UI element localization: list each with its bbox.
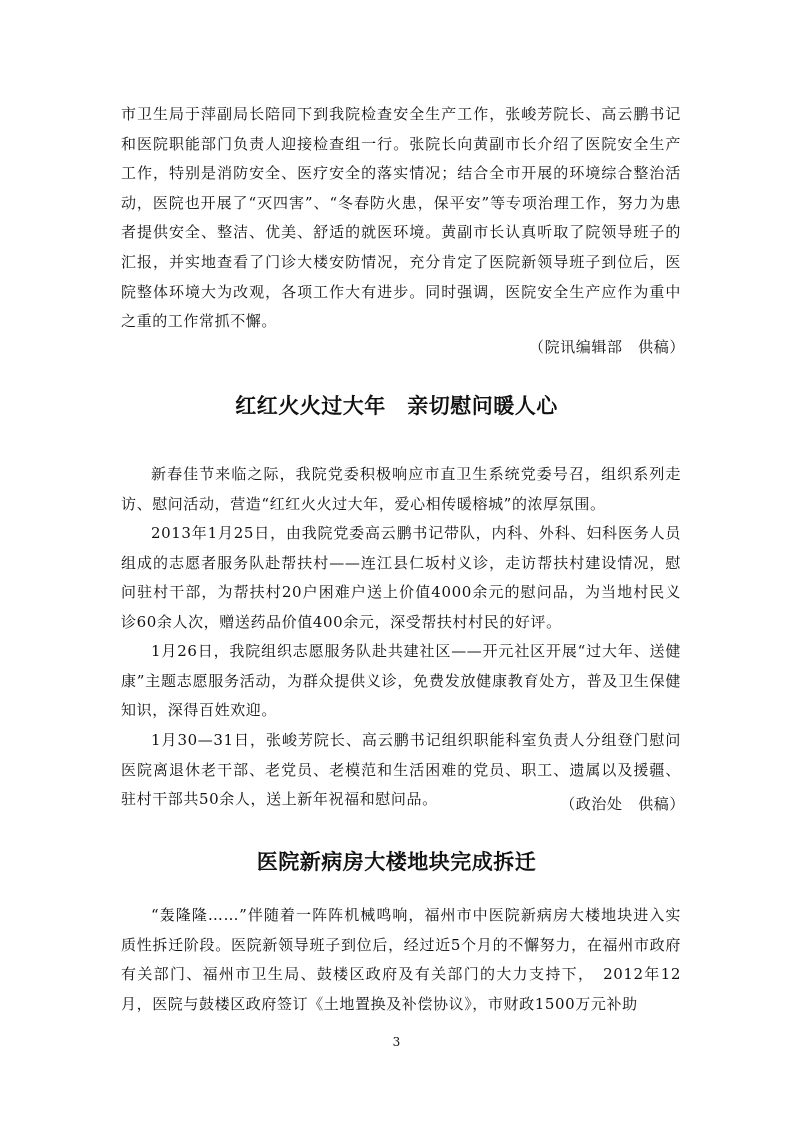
continued-article-source: （院讯编辑部 供稿）	[528, 338, 685, 356]
visit-article-title: 红红火火过大年 亲切慰问暖人心	[235, 394, 558, 418]
demolition-paragraph-1: “轰隆隆……”伴随着一阵阵机械鸣响，福州市中医院新病房大楼地块进入实质性拆迁阶段。医院新领导班子到位后，经过近5个月的不懈努力，在福州市政府有关部门、福州市卫生局、鼓楼区政府及有关部门的大力支持下， 2012年12月，医院与鼓楼区政府签订《土地置换及补偿协议》，市财政1500万元补助	[121, 906, 681, 1013]
visit-paragraph-2: 2013年1月25日，由我院党委高云鹏书记带队，内科、外科、妇科医务人员组成的志愿者服务队赴帮扶村——连江县仁坂村义诊，走访帮扶村建设情况，慰问驻村干部，为帮扶村20户困难户送上价值4000余元的慰问品，为当地村民义诊60余人次，赠送药品价值400余元，深受帮扶村村民的好评。	[121, 524, 681, 631]
visit-paragraph-3: 1月26日，我院组织志愿服务队赴共建社区——开元社区开展“过大年、送健康”主题志愿服务活动，为群众提供义诊，免费发放健康教育处方，普及卫生保健知识，深得百姓欢迎。	[121, 642, 681, 720]
continued-article-body: 市卫生局于萍副局长陪同下到我院检查安全生产工作，张峻芳院长、高云鹏书记和医院职能部门负责人迎接检查组一行。张院长向黄副市长介绍了医院安全生产工作，特别是消防安全、医疗安全的落实情况；结合全市开展的环境综合整治活动，医院也开展了“灭四害”、“冬春防火患，保平安”等专项治理工作，努力为患者提供安全、整洁、优美、舒适的就医环境。黄副市长认真听取了院领导班子的汇报，并实地查看了门诊大楼安防情况，充分肯定了医院新领导班子到位后，医院整体环境大为改观，各项工作大有进步。同时强调，医院安全生产应作为重中之重的工作常抓不懈。	[121, 105, 681, 331]
page-number: 3	[392, 1035, 401, 1049]
visit-paragraph-1: 新春佳节来临之际，我院党委积极响应市直卫生系统党委号召，组织系列走访、慰问活动，营造“红红火火过大年，爱心相传暖榕城”的浓厚氛围。	[121, 465, 681, 513]
visit-paragraph-4: 1月30—31日，张峻芳院长、高云鹏书记组织职能科室负责人分组登门慰问医院离退休老干部、老党员、老模范和生活困难的党员、职工、遗属以及援疆、驻村干部共50余人，送上新年祝福和慰问品。	[121, 731, 681, 809]
visit-article-source: （政治处 供稿）	[560, 795, 685, 813]
demolition-article-title: 医院新病房大楼地块完成拆迁	[256, 850, 537, 874]
